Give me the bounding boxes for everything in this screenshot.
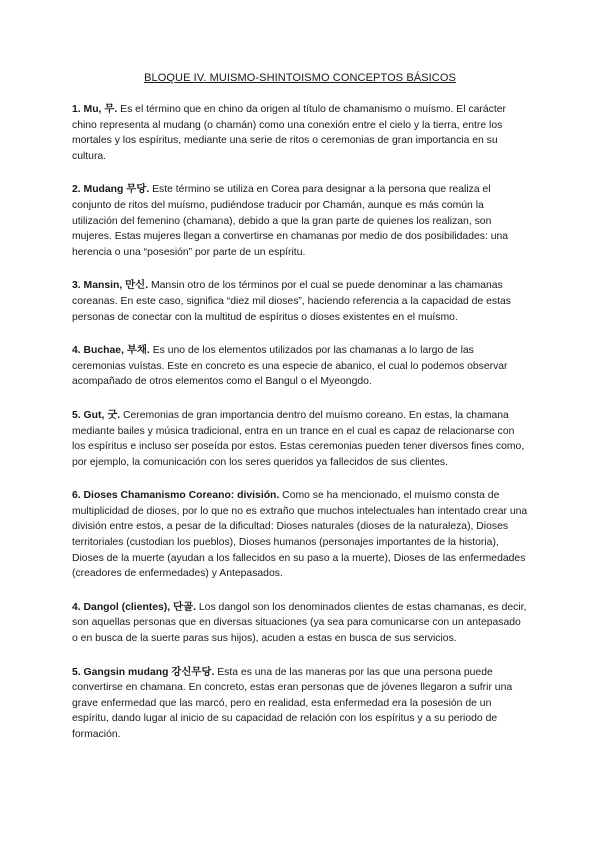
entry-heading: 3. Mansin, 만신.: [72, 280, 149, 292]
entry-gangsin-mudang: [72, 665, 528, 743]
entry-heading: 2. Mudang 무당.: [72, 184, 150, 196]
entry-text: Como se ha mencionado, el muísmo consta de multiplicidad de dioses, por lo que no es extraño que muchos intelectuales han intentado crear una división entre estos, a pesar de la dificultad: Dioses naturales (dioses de la naturaleza), Dioses territoriales (custodian los pueblos), Dioses humanos (personajes importantes de la historia), Dioses de la muerte (ayudan a los fallecidos en su paso a la muerte), Dioses de las enfermedades (creadores de enfermedades) y Antepasados.: [72, 490, 528, 580]
entry-mudang: [72, 182, 528, 260]
entry-text: Es el término que en chino da origen al título de chamanismo o muísmo. El carácter chino representa al mudang (o chamán) como una conexión entre el cielo y la tierra, entre los mortales y los espíritus, mediante una serie de ritos o ceremonias de gran importancia en su cultura.: [72, 104, 506, 162]
entry-heading: 6. Dioses Chamanismo Coreano: división.: [72, 490, 280, 502]
entry-mu: [72, 102, 528, 164]
entry-heading: 4. Dangol (clientes), 단골.: [72, 601, 197, 613]
entry-text: Este término se utiliza en Corea para designar a la persona que realiza el conjunto de ritos del muísmo, pudiéndose traducir por Chamán, aunque es más común la utilización del femenino (chamana), debido a que la gran parte de quienes los realizan, son mujeres. Estas mujeres llegan a convertirse en chamanas por medio de dos posibilidades: una herencia o una “posesión” por parte de un espíritu.: [72, 184, 509, 258]
entry-dioses: [72, 488, 528, 582]
entry-text: Mansin otro de los términos por el cual se puede denominar a las chamanas coreanas. En este caso, significa “diez mil dioses”, haciendo referencia a la capacidad de estas personas de conectar con la multitud de espíritus o dioses existentes en el muísmo.: [72, 280, 511, 323]
entry-heading: 4. Buchae, 부채.: [72, 345, 150, 357]
entry-text: Es uno de los elementos utilizados por las chamanas a lo largo de las ceremonias vuístas. Este en concreto es una especie de abanico, el cual lo podemos observar acompañado de otros elementos como el Bangul o el Myeongdo.: [72, 345, 508, 388]
document-title: BLOQUE IV. MUISMO-SHINTOISMO CONCEPTOS BÁSICOS: [144, 72, 456, 84]
entry-dangol: [72, 600, 528, 647]
entry-buchae: [72, 343, 528, 390]
entry-heading: 1. Mu, 무.: [72, 104, 118, 115]
entry-gut: [72, 408, 528, 470]
entry-text: Esta es una de las maneras por las que una persona puede convertirse en chamana. En concreto, estas eran personas que de jóvenes llegaron a sufrir una grave enfermedad que las marcó, pero en realidad, esta enfermedad era la posesión de un espíritu, dando lugar al inicio de su capacidad de relación con los espíritus y a su periodo de formación.: [72, 666, 513, 740]
entry-text: Los dangol son los denominados clientes de estas chamanas, es decir, son aquellas personas que en diversas situaciones (ya sea para comunicarse con un antepasado o en busca de la suerte paras sus hijos), acuden a estas en busca de sus servicios.: [72, 601, 527, 645]
entry-text: Ceremonias de gran importancia dentro del muísmo coreano. En estas, la chamana mediante bailes y música tradicional, entra en un trance en el cual es capaz de relacionarse con los espíritus e incluso ser poseída por estos. Estas ceremonias pueden tener diversos fines como, por ejemplo, la comunicación con los seres queridos ya fallecidos de sus clientes.: [72, 409, 525, 468]
entry-heading: 5. Gut, 굿.: [72, 409, 121, 421]
entry-mansin: [72, 278, 528, 325]
entry-heading: 5. Gangsin mudang 강신무당.: [72, 666, 215, 678]
